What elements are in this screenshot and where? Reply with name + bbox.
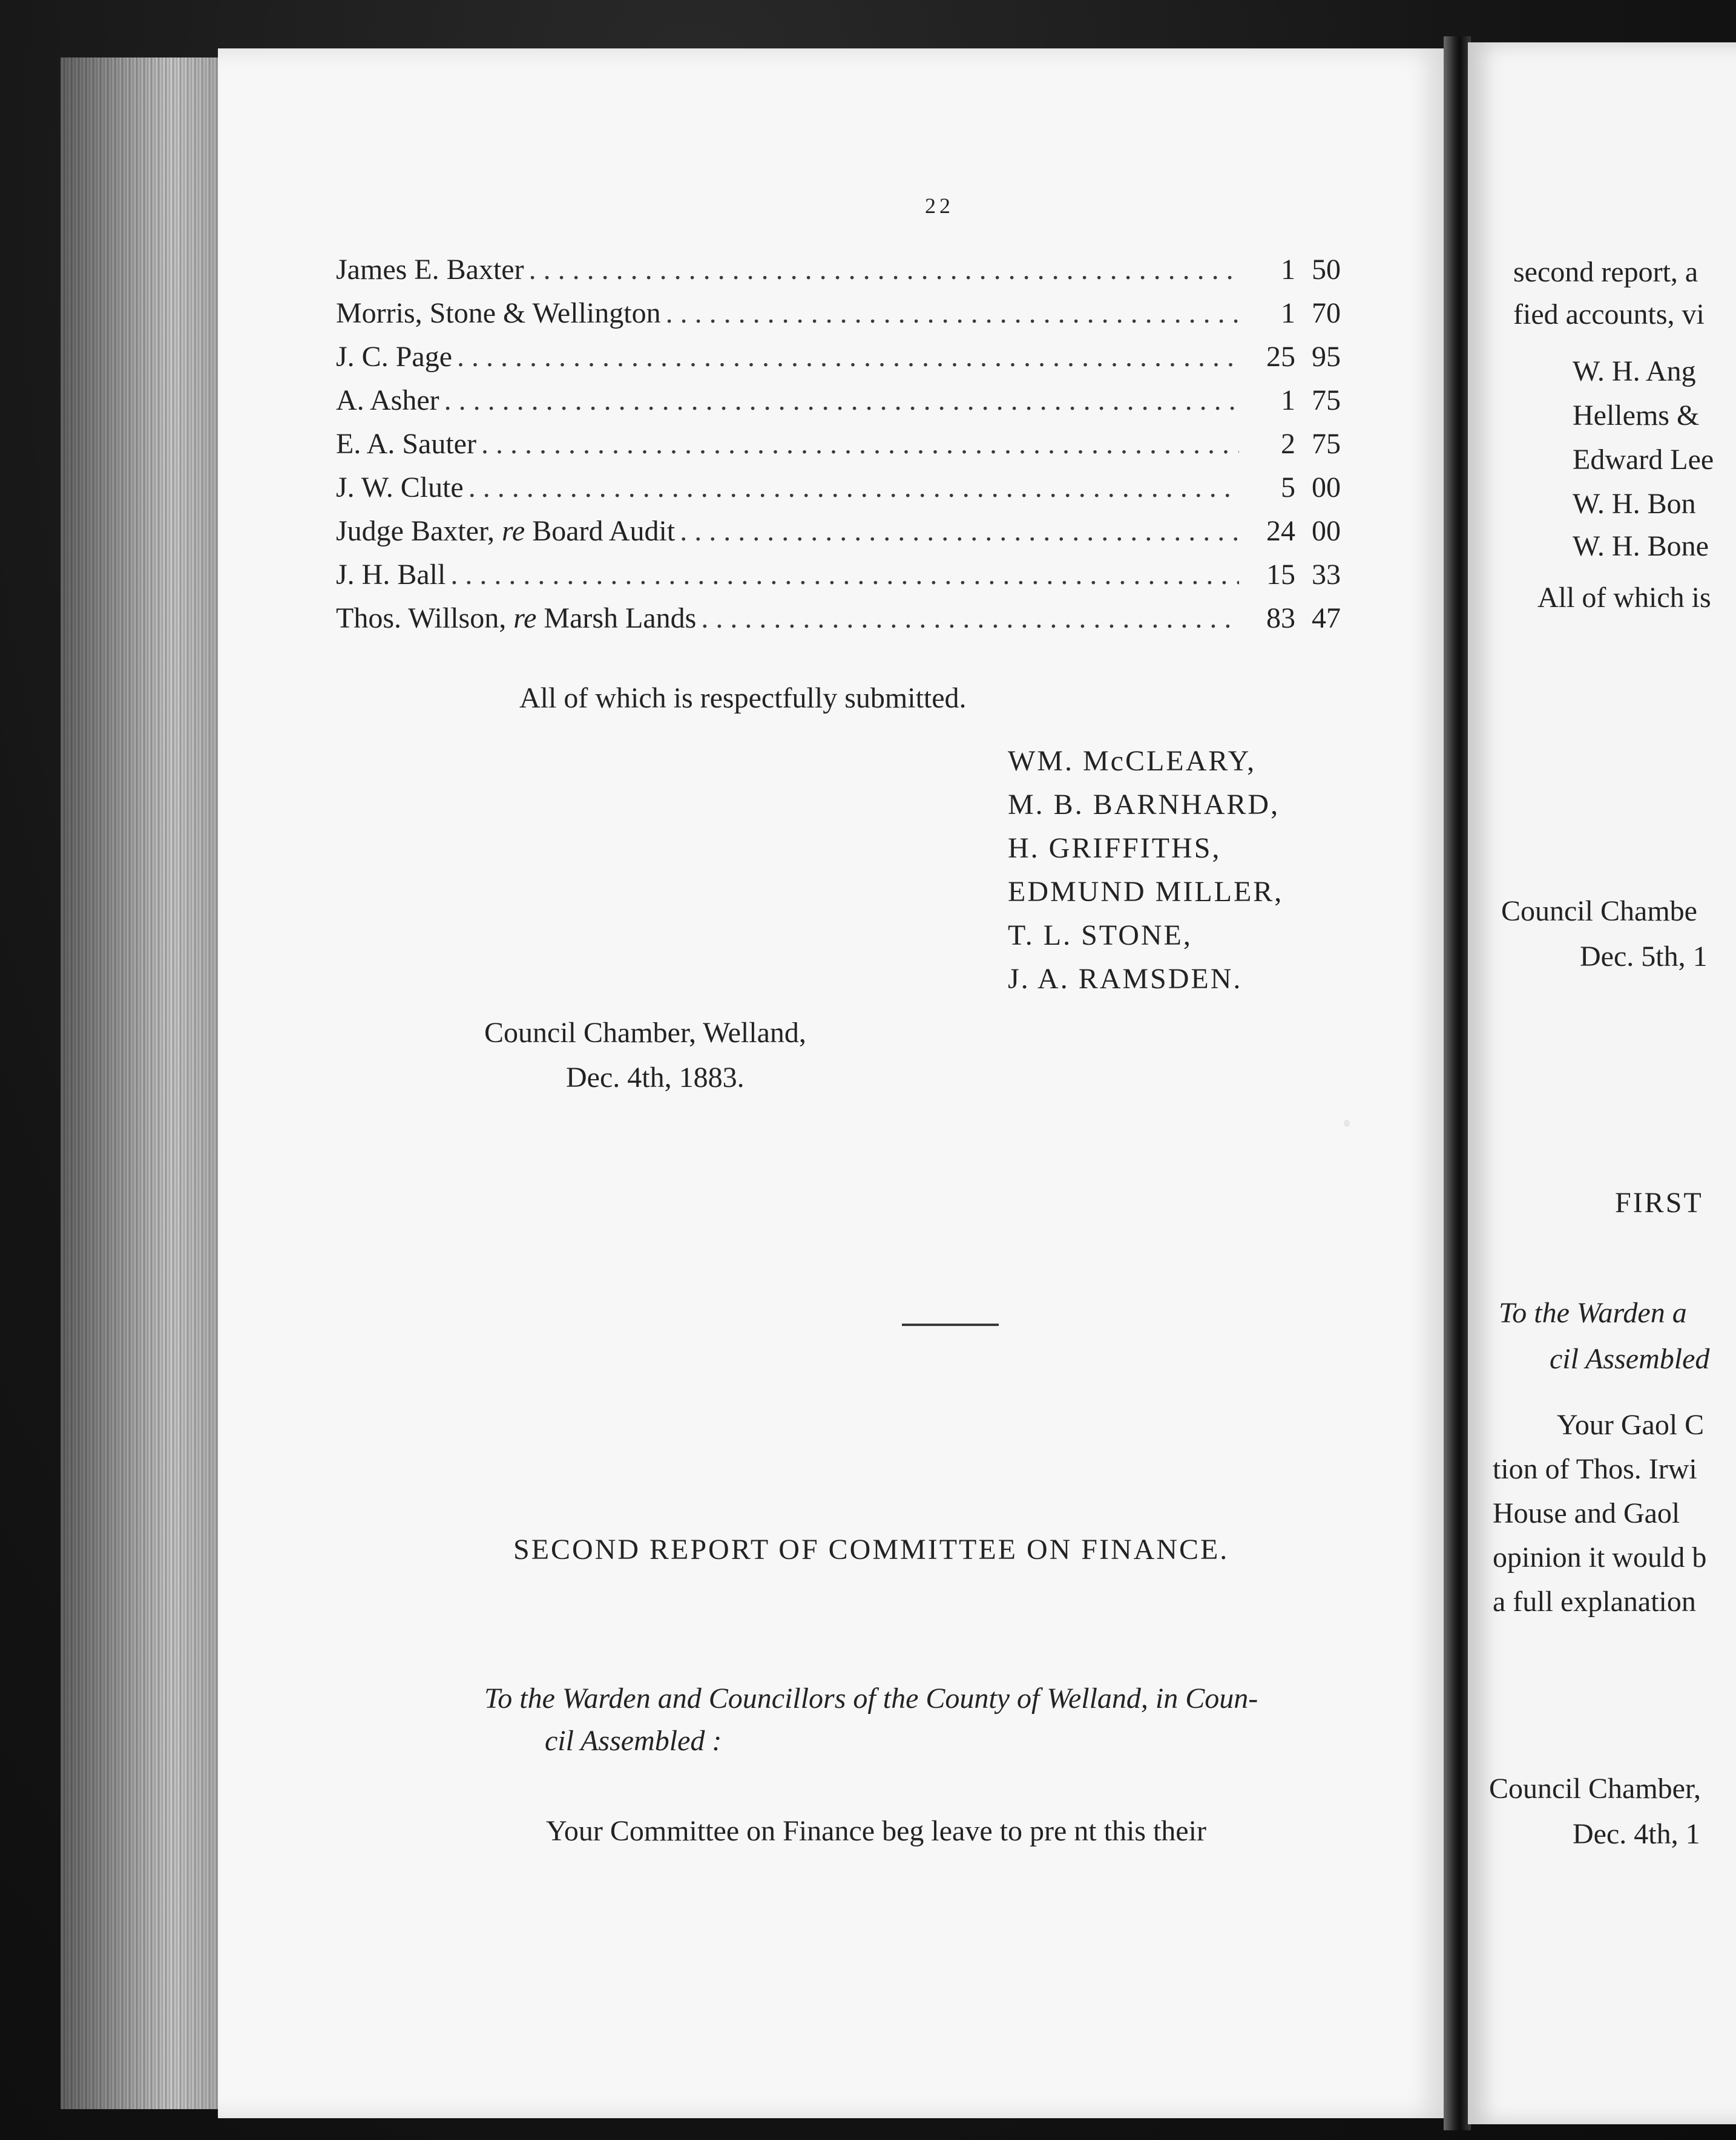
account-name-suffix: Marsh Lands	[536, 602, 697, 634]
account-name: J. C. Page	[336, 341, 452, 373]
leader-dots	[444, 384, 1239, 417]
ink-speck	[1344, 1120, 1350, 1127]
account-row	[336, 514, 1341, 558]
right-heading: FIRST	[1615, 1187, 1703, 1219]
account-row	[336, 253, 1341, 297]
account-name-italic: re	[513, 602, 537, 634]
page-number: 22	[925, 194, 954, 218]
right-body-line: opinion it would b	[1493, 1541, 1707, 1574]
account-dollars: 2	[1281, 428, 1295, 460]
right-body-line: Your Gaol C	[1557, 1409, 1705, 1441]
account-name	[336, 602, 696, 635]
account-cents: 95	[1312, 341, 1341, 373]
signer-name: T. L. STONE,	[1008, 919, 1192, 951]
account-name-suffix: Board Audit	[525, 515, 676, 547]
account-dollars: 5	[1281, 471, 1295, 504]
account-name: J. W. Clute	[336, 471, 464, 504]
account-cents: 50	[1312, 254, 1341, 286]
right-account-name: Edward Lee	[1573, 444, 1714, 476]
book-page-edges	[61, 57, 221, 2109]
right-text-line: second report, a	[1513, 256, 1698, 288]
account-name: James E. Baxter	[336, 254, 524, 286]
account-name-italic: re	[502, 515, 525, 547]
account-dollars: 24	[1266, 515, 1295, 547]
account-cents: 75	[1312, 428, 1341, 460]
account-name: E. A. Sauter	[336, 428, 476, 460]
account-dollars: 15	[1266, 559, 1295, 591]
council-place: Council Chamber, Welland,	[484, 1017, 806, 1049]
account-row	[336, 297, 1341, 340]
right-footer-place: Council Chamber,	[1489, 1773, 1701, 1805]
account-dollars: 1	[1281, 297, 1295, 329]
right-account-name: W. H. Bon	[1573, 488, 1696, 520]
second-report-heading: SECOND REPORT OF COMMITTEE ON FINANCE.	[513, 1534, 1229, 1566]
account-row	[336, 340, 1341, 384]
right-address-line-1: To the Warden a	[1499, 1297, 1687, 1329]
right-account-name: W. H. Bone	[1573, 530, 1709, 562]
signer-name: M. B. BARNHARD,	[1008, 789, 1280, 821]
right-body-line: a full explanation	[1493, 1586, 1696, 1618]
account-dollars: 1	[1281, 384, 1295, 416]
right-date: Dec. 5th, 1	[1580, 940, 1708, 973]
account-row	[336, 384, 1341, 427]
council-date: Dec. 4th, 1883.	[566, 1062, 745, 1094]
account-name-prefix: Thos. Willson,	[336, 602, 514, 634]
leader-dots	[701, 602, 1239, 635]
account-row	[336, 471, 1341, 514]
account-cents: 33	[1312, 559, 1341, 591]
signer-name: WM. McCLEARY,	[1008, 745, 1257, 777]
leader-dots	[680, 514, 1239, 548]
address-line-1: To the Warden and Councillors of the County of Welland, in Coun-	[484, 1682, 1258, 1715]
leader-dots	[469, 471, 1239, 504]
signer-name: J. A. RAMSDEN.	[1008, 963, 1243, 995]
leader-dots	[666, 297, 1239, 330]
account-cents: 47	[1312, 602, 1341, 634]
account-dollars: 83	[1266, 602, 1295, 634]
right-address-line-2: cil Assembled	[1550, 1343, 1710, 1375]
account-name: Morris, Stone & Wellington	[336, 297, 661, 329]
leader-dots	[450, 558, 1239, 591]
leader-dots	[529, 253, 1239, 286]
right-body-line: tion of Thos. Irwi	[1493, 1453, 1697, 1485]
signer-name: EDMUND MILLER,	[1008, 876, 1284, 908]
account-row	[336, 427, 1341, 471]
account-dollars: 1	[1281, 254, 1295, 286]
account-name	[336, 514, 675, 548]
account-name-prefix: Judge Baxter,	[336, 515, 502, 547]
account-cents: 00	[1312, 515, 1341, 547]
right-submitted: All of which is	[1537, 582, 1711, 614]
book-gutter	[1444, 36, 1471, 2130]
submitted-line: All of which is respectfully submitted.	[519, 682, 967, 714]
account-row	[336, 558, 1341, 602]
account-row	[336, 602, 1341, 645]
section-divider	[902, 1324, 999, 1326]
account-cents: 70	[1312, 297, 1341, 329]
signer-name: H. GRIFFITHS,	[1008, 832, 1221, 864]
right-account-name: Hellems &	[1573, 399, 1700, 432]
right-footer-date: Dec. 4th, 1	[1573, 1818, 1700, 1850]
accounts-table	[336, 253, 1341, 645]
right-body-line: House and Gaol	[1493, 1497, 1680, 1529]
account-cents: 00	[1312, 471, 1341, 504]
leader-dots	[481, 427, 1239, 461]
body-line: Your Committee on Finance beg leave to pre nt this their	[546, 1815, 1206, 1847]
address-line-2: cil Assembled :	[545, 1725, 722, 1757]
leader-dots	[457, 340, 1239, 373]
right-place: Council Chambe	[1501, 895, 1697, 927]
signers-list	[1008, 744, 1283, 1006]
account-cents: 75	[1312, 384, 1341, 416]
right-text-line: fied accounts, vi	[1513, 298, 1705, 330]
account-dollars: 25	[1266, 341, 1295, 373]
account-name: J. H. Ball	[336, 559, 446, 591]
right-account-name: W. H. Ang	[1573, 355, 1696, 387]
account-name: A. Asher	[336, 384, 439, 416]
